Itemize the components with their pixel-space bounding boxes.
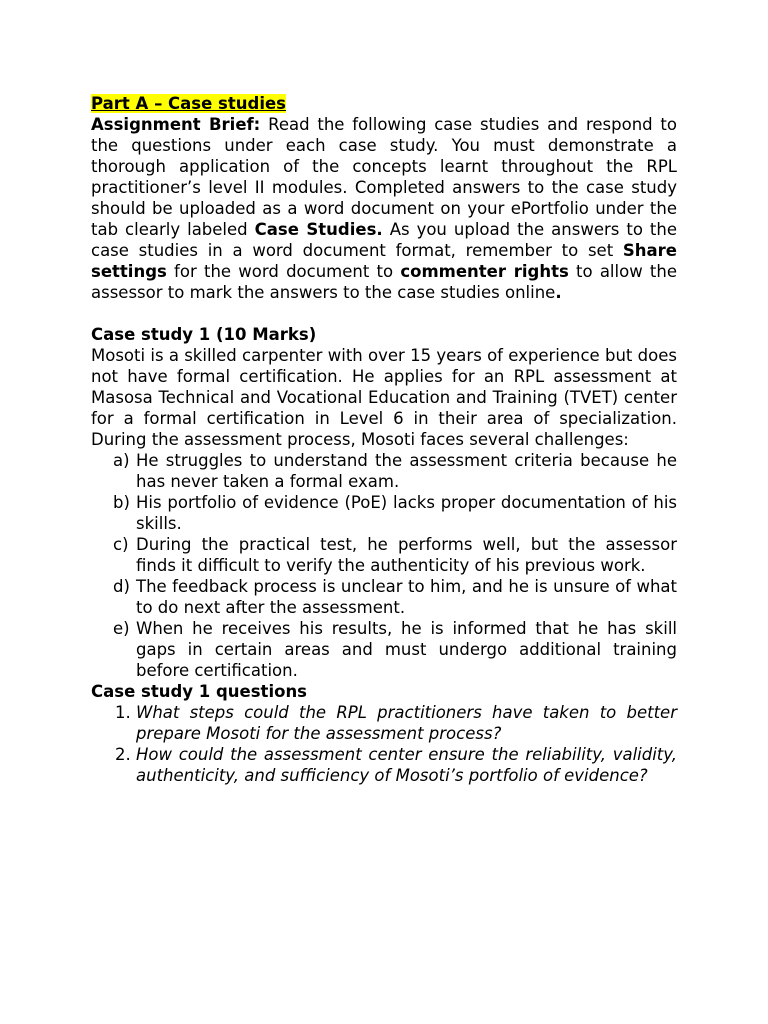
brief-bold-share-settings: Share settings	[91, 241, 677, 281]
challenge-text: The feedback process is unclear to him, and he is unsure of what to do next after the assessment.	[136, 577, 677, 617]
list-marker: 1.	[115, 703, 131, 722]
list-marker: 2.	[115, 745, 131, 764]
challenge-text: During the practical test, he performs well, but the assessor finds it difficult to verify the authenticity of his previous work.	[136, 535, 677, 575]
brief-text-1: Read the following case studies and respond to the questions under each case study. You must demonstrate a thorough application of the concepts learnt throughout the RPL practitioner’s level II modules. Completed answers to the case study should be uploaded as a word document on your ePortfolio under the tab clearly labeled	[91, 115, 677, 239]
challenges-list	[91, 450, 677, 681]
challenge-item	[91, 618, 677, 681]
brief-text-4: to allow the assessor to mark the answers to the case studies online	[91, 262, 677, 302]
brief-bold-commenter-rights: commenter rights	[400, 262, 569, 281]
list-marker: c)	[113, 535, 129, 554]
question-text: What steps could the RPL practitioners have taken to better prepare Mosoti for the assessment process?	[136, 703, 677, 743]
brief-text-3: for the word document to	[166, 262, 401, 281]
brief-text-2: As you upload the answers to the case studies in a word document format, remember to set	[91, 220, 678, 260]
part-heading: Part A – Case studies	[91, 94, 286, 113]
question-item	[91, 744, 677, 786]
brief-bold-period: .	[555, 283, 562, 302]
list-marker: b)	[113, 493, 130, 512]
case-study-1-questions-title: Case study 1 questions	[91, 682, 308, 701]
case-study-1-intro: Mosoti is a skilled carpenter with over 15 years of experience but does not have formal certification. He applies for an RPL assessment at Masosa Technical and Vocational Education and Training (TVET) center for a formal certification in Level 6 in their area of specialization. During the assessment process, Mosoti faces several challenges:	[91, 346, 677, 449]
question-text: How could the assessment center ensure the reliability, validity, authenticity, and sufficiency of Mosoti’s portfolio of evidence?	[136, 745, 677, 785]
challenge-item	[91, 576, 677, 618]
challenge-item	[91, 450, 677, 492]
challenge-text: When he receives his results, he is informed that he has skill gaps in certain areas and must undergo additional training before certification.	[136, 619, 677, 680]
question-item	[91, 702, 677, 744]
list-marker: d)	[113, 577, 130, 596]
questions-list	[91, 702, 677, 786]
challenge-text: He struggles to understand the assessment criteria because he has never taken a formal exam.	[136, 451, 677, 491]
assignment-brief	[91, 114, 677, 303]
challenge-item	[91, 534, 677, 576]
case-study-1-title: Case study 1 (10 Marks)	[91, 325, 317, 344]
brief-label: Assignment Brief:	[91, 115, 261, 134]
challenge-text: His portfolio of evidence (PoE) lacks proper documentation of his skills.	[136, 493, 677, 533]
list-marker: e)	[113, 619, 130, 638]
challenge-item	[91, 492, 677, 534]
brief-bold-case-studies: Case Studies.	[254, 220, 383, 239]
list-marker: a)	[113, 451, 130, 470]
blank-line	[91, 303, 677, 324]
document-page	[91, 93, 677, 786]
part-heading-line	[91, 93, 677, 114]
